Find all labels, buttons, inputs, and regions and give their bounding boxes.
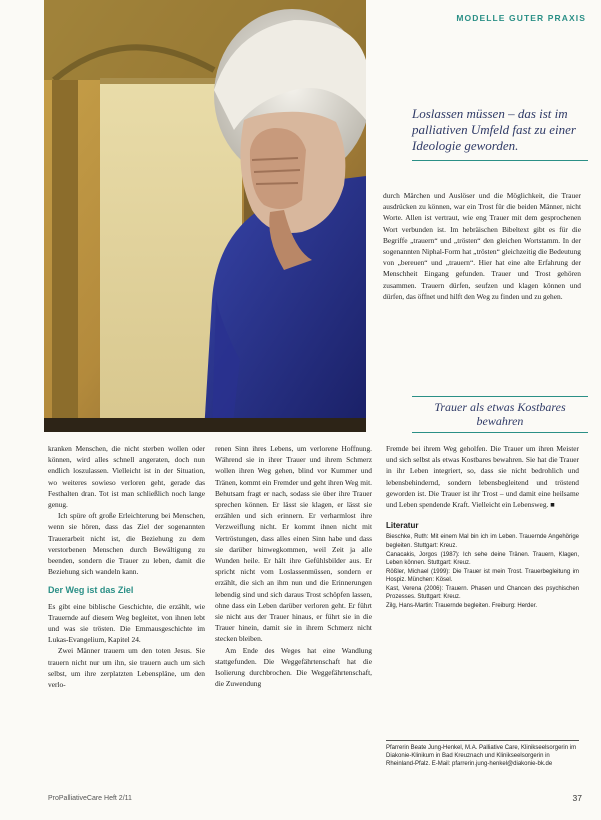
literature-item: Canacakis, Jorgos (1987): Ich sehe deine Tränen. Trauern, Klagen, Leben können. Stuttgart: Kreuz. (386, 551, 579, 566)
pull-quote-rule (412, 160, 588, 161)
paragraph: renen Sinn ihres Lebens, um verlorene Hoffnung. Während sie in ihrer Trauer und ihrem Schmerz wollen ihren Weg gehen, blind vor Kummer und Tränen, kommt ein Fremder und geht ihren Weg mit. Behutsam fragt er nach, sodass sie über ihre Trauer sprechen können. Er lässt sie klagen, er lässt sie erzählen und sich erinnern. Er verharmlost ihre Verzweiflung nicht. Er kommt ihnen nicht mit Vertröstungen, dass alles einen Sinn habe und dass sie darüber hinwegkommen, weil Zeit ja alle Wunden heile. Er hält ihre Gefühlsbilder aus. Er spricht nicht vom Loslassenmüssen, sondern er erzählt, die sich an ihm nun und die Erinnerungen lebendig sind und sich daraus Trost schöpfen lassen, ohne dass ein Leben darüber verloren geht. Er führt sie nicht aus der Trauer hinaus, er führt sie in die Trauer hinein, damit sie in ihrem Schmerz nicht stecken bleiben. (215, 444, 372, 644)
sub-quote: Trauer als etwas Kostbares bewahren (434, 400, 566, 428)
section-heading: Der Weg ist das Ziel (48, 585, 134, 596)
literature-item: Rößler, Michael (1999): Die Trauer ist mein Trost. Trauerbegleitung im Hospiz. München: Kösel. (386, 568, 579, 583)
paragraph: Zwei Männer trauern um den toten Jesus. Sie trauern nicht nur um ihn, sie trauern auch um sich selbst, um ihre zerplatzten Lebenspläne, um den verlo- (48, 646, 205, 690)
literature-item: Zilg, Hans-Martin: Trauernde begleiten. Freiburg: Herder. (386, 603, 538, 610)
literature-item: Kast, Verena (2006): Trauern. Phasen und Chancen des psychischen Prozesses. Stuttgart: Kreuz. (386, 585, 579, 601)
text-column-3 (386, 443, 579, 611)
upper-text-column: durch Märchen und Auslöser und die Möglichkeit, die Trauer ausdrücken zu können, war ein Trost für die beiden Männer, nicht Worte. Allen ist vertraut, wie eng Trauer mit dem gesprochenen Wort verbunden ist. Im hebräischen Bibeltext gibt es für die Begriffe „trauern“ und „trösten“ den gleichen Wortstamm. In der sogenannten Niphal-Form hat „trösten“ gleichzeitig die Bedeutung von „bereuen“ und „trauern“. Hier hat eine alte Erfahrung der Menschheit Eingang gefunden. Trauer und Trost gehören zusammen. Trauern dürfen, seufzen und klagen können und dürfen, das öffnet und hilft den Weg zu finden und zu gehen. (383, 191, 581, 301)
author-info: Pfarrerin Beate Jung-Henkel, M.A. Palliative Care, Klinikseelsorgerin im Diakonie-Klinikum in Bad Kreuznach und Klinikseelsorgerin in Rheinland-Pfalz. E-Mail: pfarrerin.jung-henkel@diakonie-bk.de (386, 740, 579, 768)
section-label: MODELLE GUTER PRAXIS (456, 13, 586, 23)
paragraph: Fremde bei ihrem Weg geholfen. Die Trauer um ihren Meister und sich selbst als etwas Kostbares bewahren. Sie hat die Trauer in ihr Leben integriert, so, dass sie nicht bedrohlich und lebensbehindernd, sondern lebensbegleitend und tröstend geworden ist. Die Trauer ist ihr Trost – und damit eine heilsame und Leben spendende Kraft. Vielleicht ein Lebensweg. ■ (386, 444, 579, 510)
sub-quote-rule-top (412, 396, 588, 397)
literature-heading: Literatur (386, 521, 419, 531)
photo-grieving-woman (44, 0, 366, 432)
footer-publication: ProPalliativeCare Heft 2/11 (48, 795, 132, 802)
paragraph: Am Ende des Weges hat eine Wandlung stattgefunden. Die Weggefährtenschaft hat die Isolierung durchbrochen. Die Weggefährtenschaft, die Zuwendung (215, 645, 372, 689)
text-column-1 (48, 443, 205, 690)
literature-list (386, 533, 579, 610)
literature-item: Bieschke, Ruth: Mit einem Mal bin ich im Leben. Trauernde Angehörige begleiten. Stuttgart: Kreuz. (386, 534, 579, 549)
sub-quote-rule-bottom (412, 432, 588, 433)
pull-quote: Loslassen müssen – das ist im palliativen Umfeld fast zu einer Ideologie geworden. (412, 106, 576, 153)
text-column-2 (215, 443, 372, 689)
page-number: 37 (572, 793, 582, 803)
paragraph: kranken Menschen, die nicht sterben wollen oder können, wird alles schnell angeraten, doch nun endlich loszulassen. Vielleicht ist in der Situation, wo weiteres sowieso verloren geht, gerade das Festhalten dran. Tot ist man schließlich noch lange genug. (48, 444, 205, 510)
paragraph: Ich spüre oft große Erleichterung bei Menschen, wenn sie hören, dass das Ziel der sogenannten Trauerarbeit nicht ist, die Beziehung zu dem verstorbenen Menschen durch Bewältigung zu beenden, sondern die Trauer zu leben, damit die Beziehung sich wandeln kann. (48, 511, 205, 577)
photo-illustration (44, 0, 366, 432)
paragraph: Es gibt eine biblische Geschichte, die erzählt, wie Trauernde auf diesem Weg begleitet, von ihnen lebt und was sie trösten. Die Emmausgeschichte im Lukas-Evangelium, Kapitel 24. (48, 601, 205, 645)
